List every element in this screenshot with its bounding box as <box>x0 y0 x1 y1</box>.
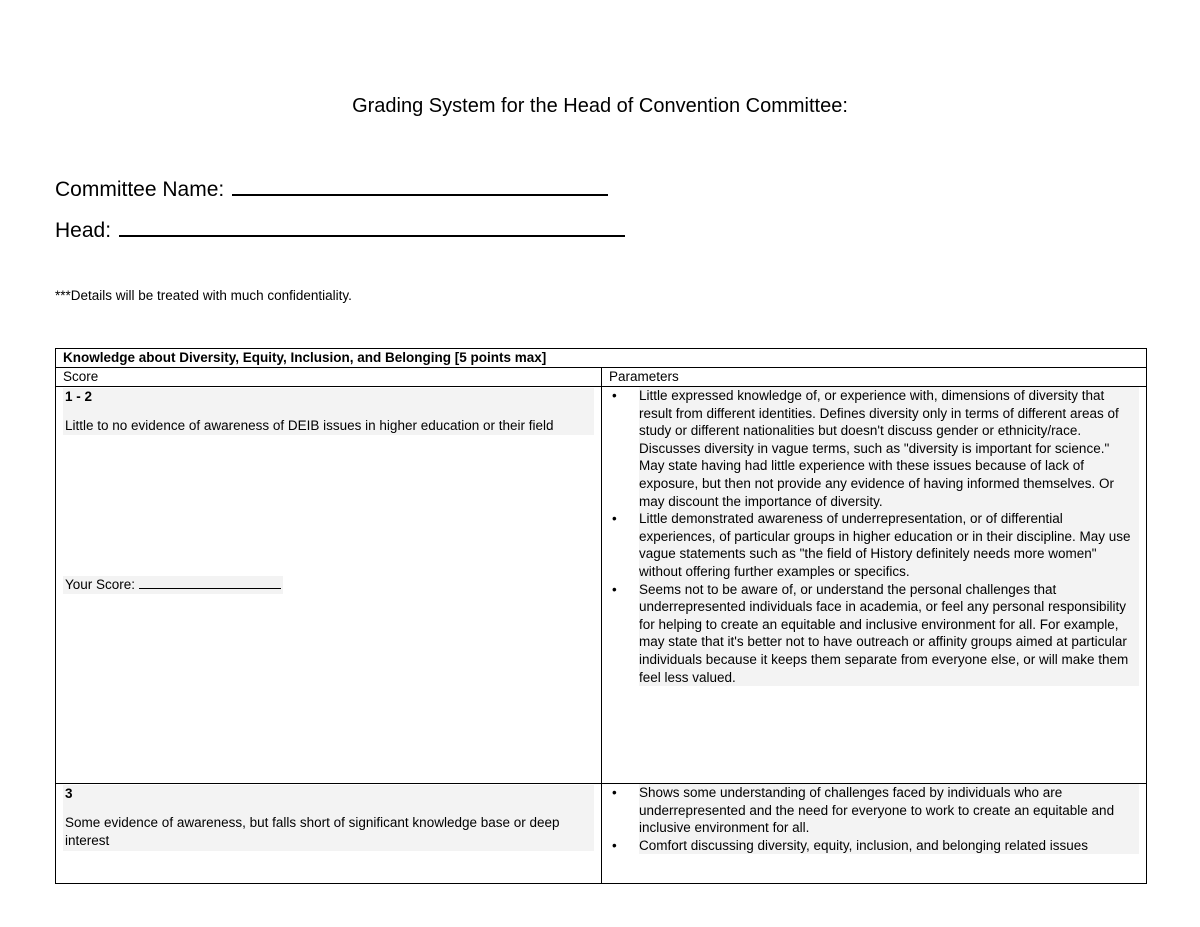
list-item: • Little demonstrated awareness of underrepresentation, or of differential experiences, of particular groups in higher education or in their discipline. May use vague statements such as "the field of History definitely needs more women" without offering further examples or specifics. <box>639 510 1139 580</box>
your-score-field <box>63 576 283 594</box>
parameters-list <box>579 784 1139 854</box>
committee-name-label: Committee Name: <box>55 178 225 201</box>
score-block <box>63 388 594 435</box>
score-description: Little to no evidence of awareness of DEIB issues in higher education or their field <box>65 418 554 433</box>
column-header-score: Score <box>56 368 602 387</box>
head-label: Head: <box>55 219 112 242</box>
section-header: Knowledge about Diversity, Equity, Inclusion, and Belonging [5 points max] <box>56 349 1147 368</box>
column-header-row <box>56 368 1147 387</box>
parameters-cell <box>602 784 1147 884</box>
score-cell <box>56 387 602 784</box>
score-block <box>63 785 594 851</box>
your-score-blank <box>139 576 281 589</box>
head-field <box>55 217 625 243</box>
list-item: • Little expressed knowledge of, or experience with, dimensions of diversity that result from different identities. Defines diversity only in terms of different areas of study or different nationalities but doesn't discuss gender or ethnicity/race. Discusses diversity in vague terms, such as "diversity is important for science." May state having had little experience with these issues because of lack of exposure, but then not provide any evidence of having informed themselves. Or may discount the importance of diversity. <box>639 387 1139 510</box>
section-header-row <box>56 349 1147 368</box>
head-blank <box>119 217 625 237</box>
table-row <box>56 784 1147 884</box>
table-row <box>56 387 1147 784</box>
list-item: • Comfort discussing diversity, equity, inclusion, and belonging related issues <box>639 837 1139 855</box>
parameters-list <box>579 387 1139 686</box>
rubric-table <box>55 348 1147 884</box>
page-title: Grading System for the Head of Convention Committee: <box>352 95 848 117</box>
list-item: • Shows some understanding of challenges faced by individuals who are underrepresented and the need for everyone to work to create an equitable and inclusive environment for all. <box>639 784 1139 837</box>
committee-name-field <box>55 176 608 202</box>
list-item: • Seems not to be aware of, or understand the personal challenges that underrepresented individuals face in academia, or feel any personal responsibility for helping to create an equitable and inclusive environment for all. For example, may state that it's better not to have outreach or affinity groups aimed at particular individuals because it keeps them separate from everyone else, or will make them feel less valued. <box>639 581 1139 687</box>
committee-name-blank <box>232 176 608 196</box>
score-description: Some evidence of awareness, but falls short of significant knowledge base or deep interest <box>65 815 560 848</box>
your-score-label: Your Score: <box>65 577 136 592</box>
score-range: 3 <box>65 786 73 801</box>
column-header-parameters: Parameters <box>602 368 1147 387</box>
score-cell <box>56 784 602 884</box>
score-range: 1 - 2 <box>65 389 93 404</box>
confidentiality-note: ***Details will be treated with much confidentiality. <box>55 288 352 303</box>
parameters-cell <box>602 387 1147 784</box>
